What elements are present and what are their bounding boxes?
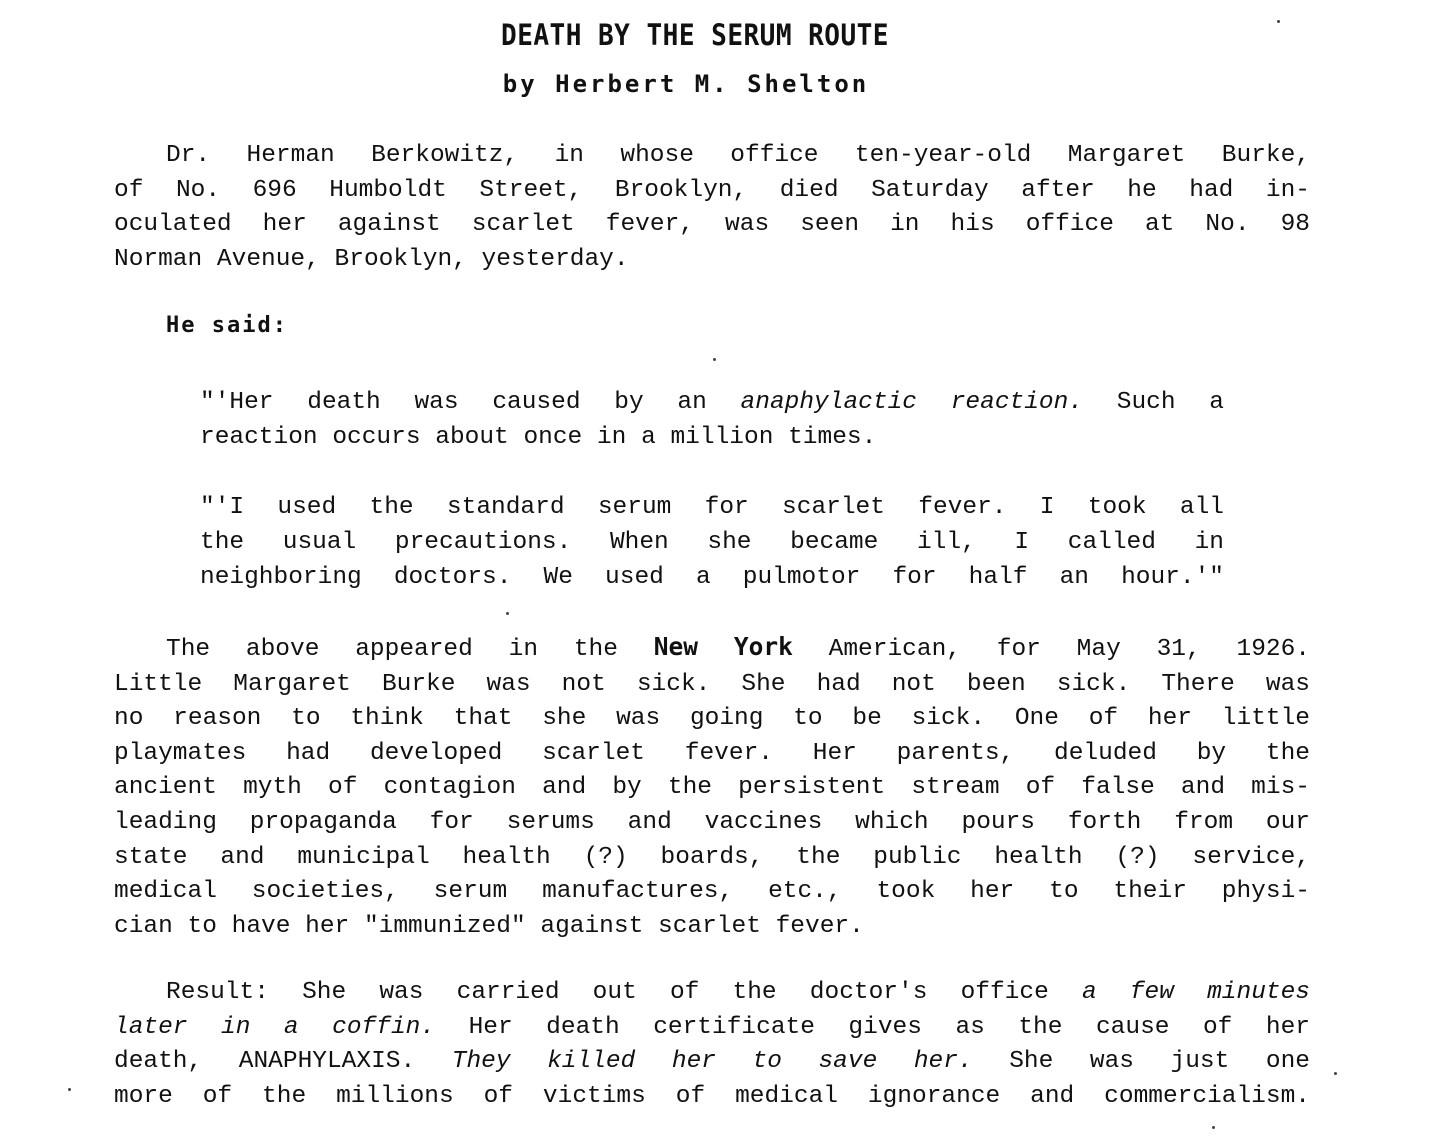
text-line: medical societies, serum manufactures, etc., took her to their physi-	[114, 878, 1310, 906]
paragraph-result	[114, 976, 1310, 1114]
para-text: death, ANAPHYLAXIS.	[114, 1048, 452, 1076]
text-line	[114, 976, 1310, 1011]
he-said-label: He said:	[166, 313, 288, 338]
text-line	[114, 630, 1310, 668]
para-text: American, for May 31, 1926.	[792, 636, 1311, 663]
quote-emphasis: anaphylactic reaction.	[740, 389, 1084, 416]
text-line: neighboring doctors. We used a pulmotor for half an hour.'"	[200, 564, 1224, 591]
text-line: playmates had developed scarlet fever. Her parents, deluded by the	[114, 739, 1310, 767]
para-text: The above appeared in the	[166, 636, 654, 663]
paragraph-context	[114, 630, 1310, 944]
text-line: ancient myth of contagion and by the persistent stream of false and mis-	[114, 774, 1310, 802]
document-byline: by Herbert M. Shelton	[502, 70, 870, 98]
text-line: of No. 696 Humboldt Street, Brooklyn, died Saturday after he had in-	[114, 176, 1310, 204]
text-line: reaction occurs about once in a million times.	[200, 424, 877, 451]
para-emphasis: They killed her to save her.	[451, 1048, 973, 1076]
para-emphasis: later in a coffin.	[114, 1013, 436, 1041]
para-text: She was just one	[972, 1048, 1310, 1076]
text-line: Little Margaret Burke was not sick. She had not been sick. There was	[114, 670, 1310, 698]
para-text: Her death certificate gives as the cause of her	[435, 1013, 1310, 1041]
text-line: more of the millions of victims of medical ignorance and commercialism.	[114, 1082, 1310, 1110]
para-emphasis: a few minutes	[1081, 979, 1310, 1006]
para-text: Result: She was carried out of the doctor's office	[166, 979, 1082, 1006]
scan-speck	[1212, 1126, 1215, 1129]
text-line: oculated her against scarlet fever, was seen in his office at No. 98	[114, 211, 1310, 239]
document-title: DEATH BY THE SERUM ROUTE	[501, 18, 889, 52]
newspaper-name: New York	[653, 632, 793, 661]
scan-speck	[1277, 20, 1280, 23]
text-line: leading propaganda for serums and vaccines which pours forth from our	[114, 808, 1310, 836]
quote-first	[200, 385, 1224, 455]
text-line: Norman Avenue, Brooklyn, yesterday.	[114, 245, 629, 273]
text-line	[114, 1045, 1310, 1080]
paragraph-intro	[114, 139, 1310, 277]
scan-speck	[713, 358, 716, 361]
scan-speck	[68, 1088, 71, 1091]
text-line: cian to have her "immunized" against scarlet fever.	[114, 912, 864, 940]
text-line: "'I used the standard serum for scarlet fever. I took all	[200, 494, 1224, 521]
scan-speck	[506, 612, 509, 615]
text-line: the usual precautions. When she became ill, I called in	[200, 529, 1224, 556]
text-line: state and municipal health (?) boards, the public health (?) service,	[114, 843, 1310, 871]
quote-text: Such a	[1083, 389, 1225, 416]
text-line: Dr. Herman Berkowitz, in whose office ten-year-old Margaret Burke,	[166, 142, 1310, 169]
text-line	[200, 385, 1224, 420]
quote-text: "'Her death was caused by an	[200, 389, 741, 416]
text-line	[114, 1011, 1310, 1046]
quote-second	[200, 490, 1224, 595]
text-line: no reason to think that she was going to be sick. One of her little	[114, 705, 1310, 733]
scan-speck	[1334, 1072, 1337, 1075]
